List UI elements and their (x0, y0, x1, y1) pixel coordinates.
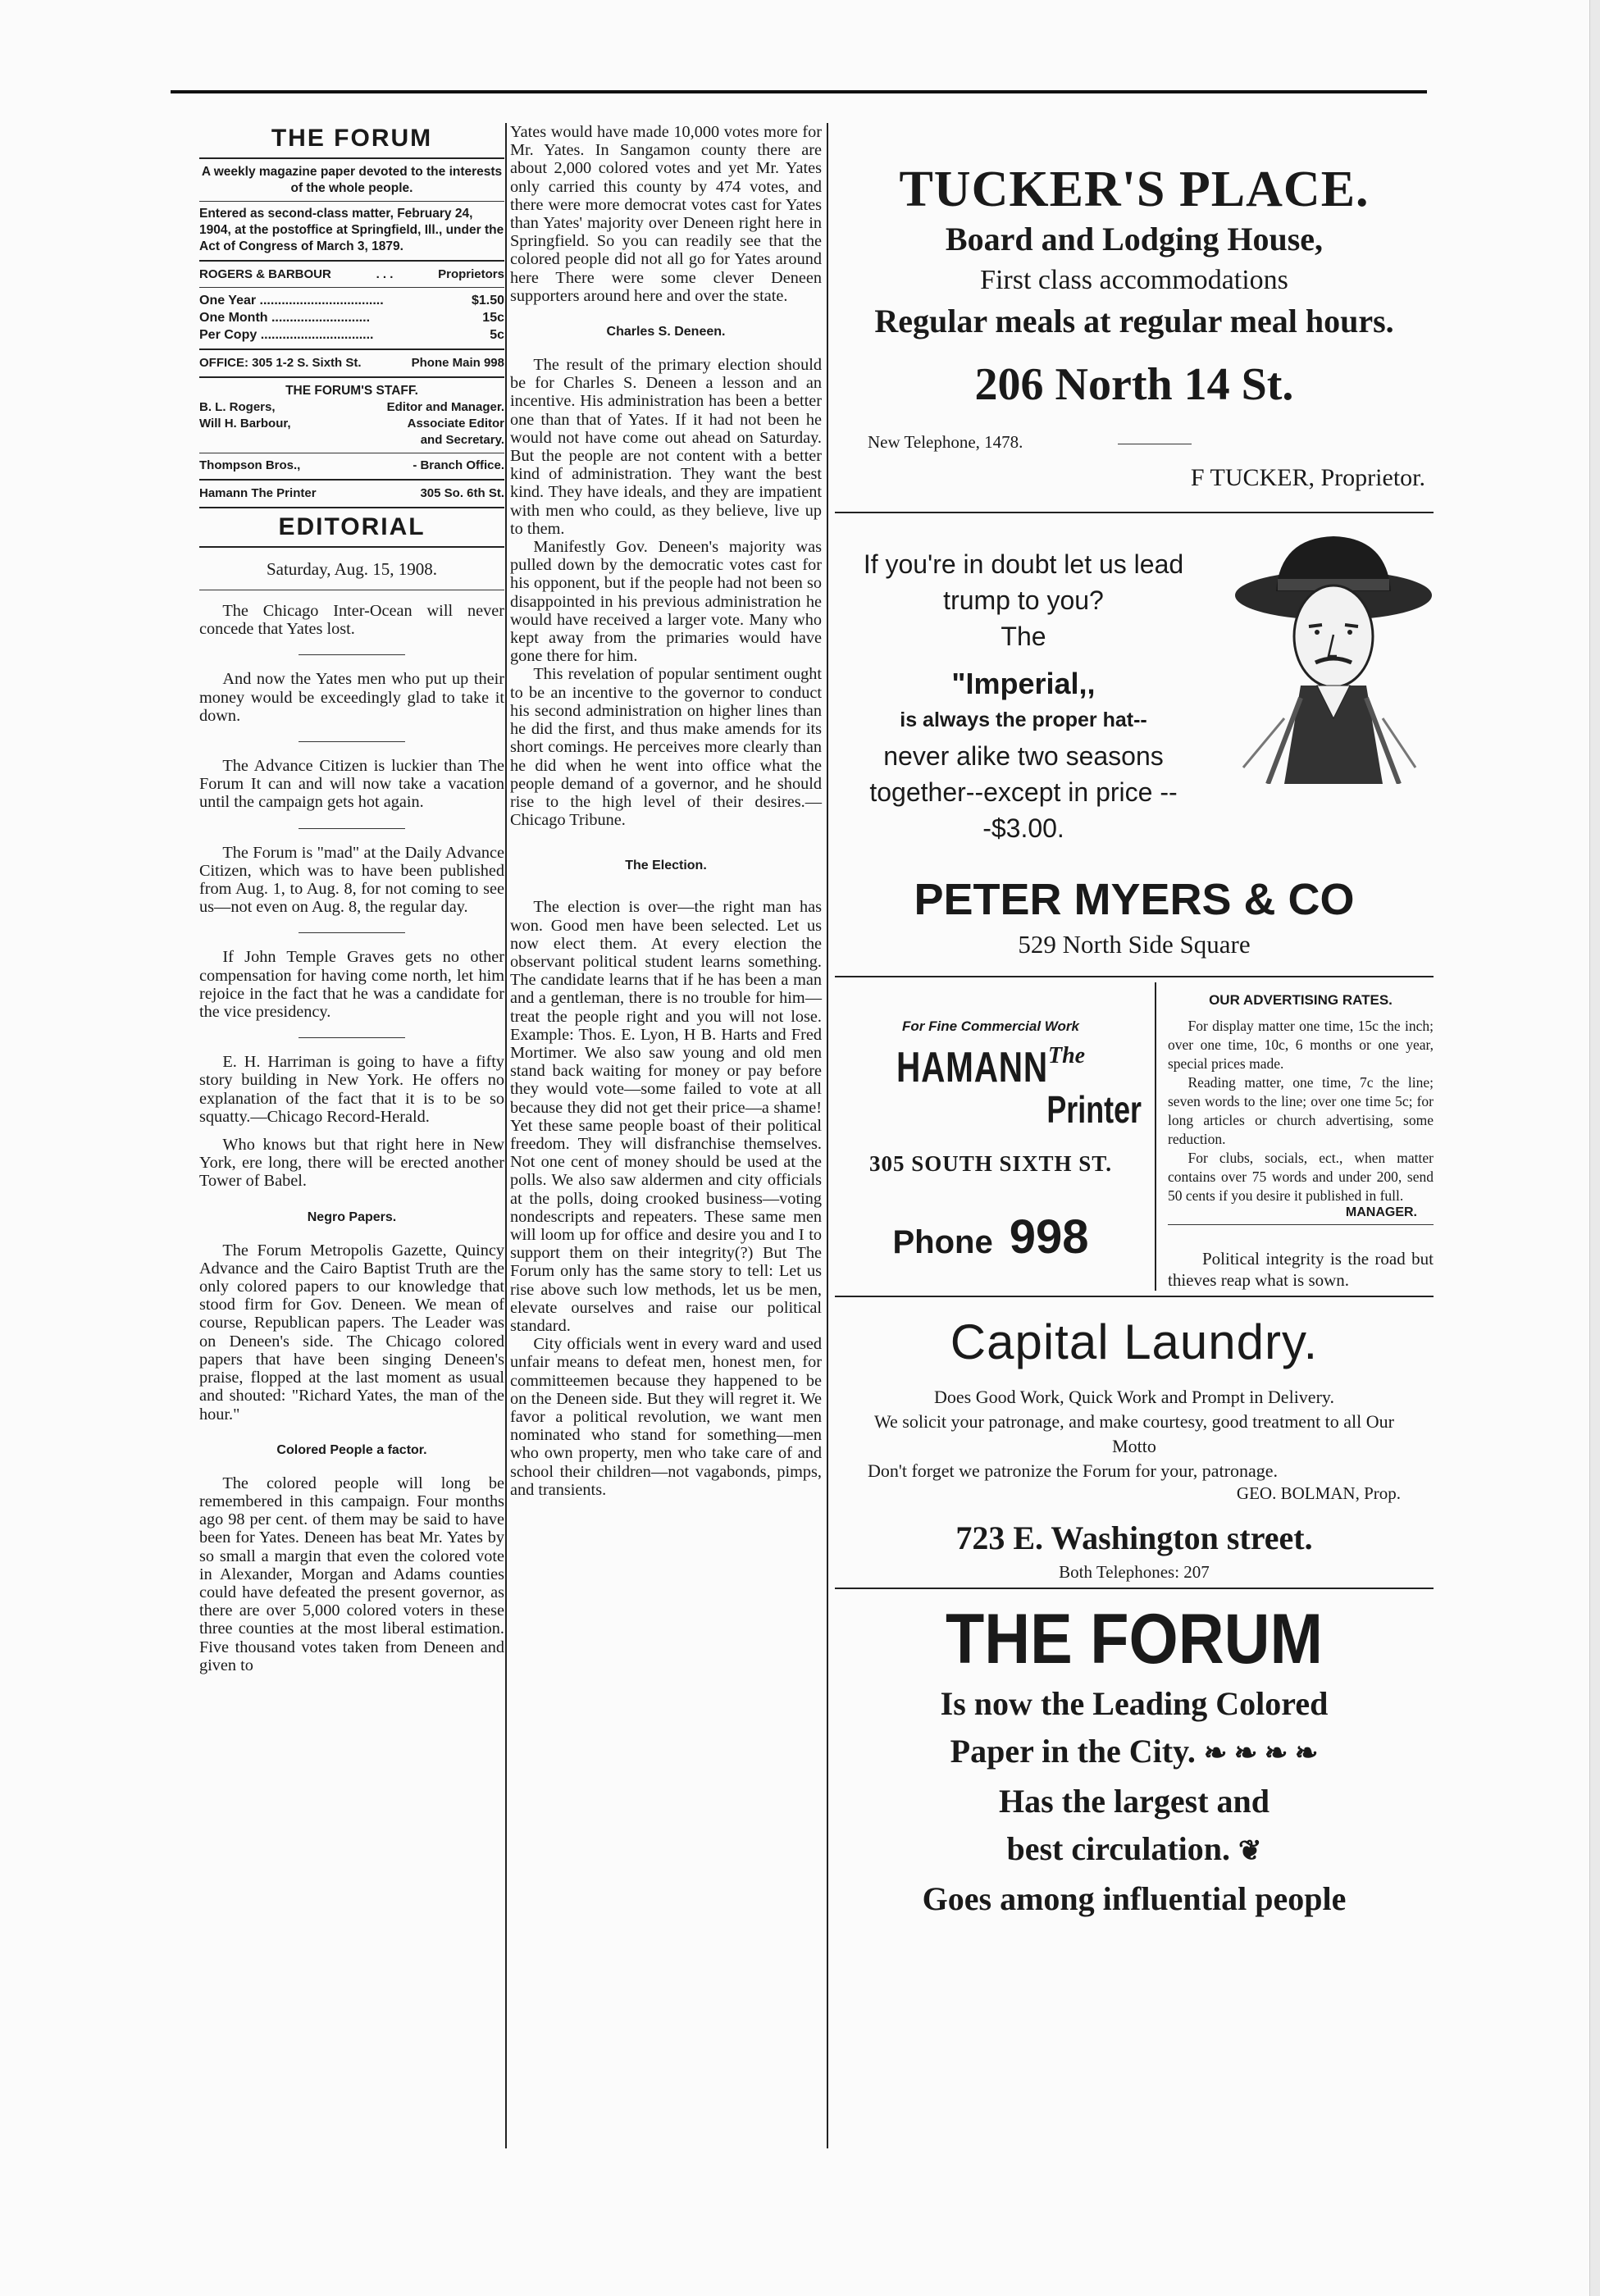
staff-row (199, 432, 504, 449)
staff-role: - Branch Office. (413, 458, 504, 472)
subscription-rate (199, 292, 504, 309)
deneen-paragraph: Manifestly Gov. Deneen's majority was pulled down by the democratic votes cast for his opponent, but if the people had not been so disappointed in his previous administration he would have received a larger vote. Many who kept away from the primaries would have gone there for him. (510, 538, 822, 666)
leaf-ornament-icon: ❧ ❧ ❧ ❧ (1203, 1738, 1319, 1769)
tucker-address: 206 North 14 St. (974, 359, 1294, 410)
capital-laundry-ad (835, 1314, 1434, 1583)
advertising-rates (1156, 982, 1434, 1291)
tucker-line: First class accommodations (980, 265, 1288, 295)
proprietors-names: ROGERS & BARBOUR (199, 267, 331, 281)
proprietors-label: Proprietors (438, 267, 504, 281)
colored-people-text: The colored people will long be remembered in this campaign. Four months ago 98 per cent. of them may be said to have been for Yates. Deneen has beat Mr. Yates by so small a margin that even the colored vote in Alexander, Morgan and Adams counties could have defeated the present governor, as there are over 5,000 colored voters in these three counties at the most liberal estimation. Five thousand votes taken from Deneen and given to (199, 1474, 504, 1674)
column-rule-2 (827, 123, 828, 2148)
election-paragraph: City officials went in every ward and used unfair means to defeat men, honest men, for committeemen because they happened to be on the Deneen side. But they will regret it. We favor a political revolution, we want men nominated who stand for something—men who own property, men who take care of and school their children—not vagabonds, pimps, and transients. (510, 1335, 822, 1499)
rule (199, 479, 504, 481)
subscription-rate (199, 326, 504, 344)
rule (199, 546, 504, 548)
colored-people-heading: Colored People a factor. (276, 1442, 427, 1457)
tucker-footer (835, 432, 1434, 453)
laundry-line: Does Good Work, Quick Work and Prompt in Delivery. (934, 1387, 1334, 1407)
separator (299, 932, 405, 933)
hamann-name: HAMANN (896, 1044, 1048, 1091)
staff-name: B. L. Rogers, (199, 400, 276, 414)
tagline: A weekly magazine paper devoted to the interests of the whole people. (201, 165, 503, 195)
rate-label: One Year .................................. (199, 294, 384, 308)
deneen-heading: Charles S. Deneen. (606, 325, 726, 339)
rule (199, 348, 504, 350)
imperial-line: is always the proper hat-- (900, 708, 1147, 731)
rule (199, 287, 504, 288)
hamann-logo (835, 1043, 1146, 1092)
election-heading: The Election. (625, 859, 707, 873)
office-phone: Phone Main 998 (411, 356, 504, 370)
staff-role: Editor and Manager. (386, 400, 504, 414)
masthead: THE FORUM (271, 125, 433, 152)
editorial-item: E. H. Harriman is going to have a fifty story building in New York. He offers no explanation of the fact that it is to be so squatty.—Chicago Record-Herald. (199, 1053, 504, 1126)
deneen-paragraph: The result of the primary election should be for Charles S. Deneen a lesson and an incentive. His administration has been a better one than that of Yates. If it had not been he would not have come out ahead on Saturday. But the people are not content with a better kind of administration. They want the best kind. They have ideals, and they are impatient with men who could, as they believe, live up to them. (510, 356, 822, 538)
laundry-name: Capital Laundry. (950, 1314, 1319, 1369)
peter-myers-ad (835, 874, 1434, 959)
hamann-printer-ad (835, 982, 1156, 1291)
editorial-item: The Forum is "mad" at the Daily Advance Citizen, which was to have been published from Aug. 1, to Aug. 8, for not coming to see us—not even on Aug. 8, the regular day. (199, 843, 504, 917)
rate-value: $1.50 (471, 294, 504, 308)
rates-heading: OUR ADVERTISING RATES. (1209, 992, 1393, 1008)
rates-paragraph: For display matter one time, 15c the inch; over one time, 10c, 6 months or one year, special prices made. (1168, 1018, 1434, 1072)
staff-row (199, 416, 504, 432)
hamann-the: The (1047, 1043, 1086, 1068)
editorial-item: If John Temple Graves gets no other compensation for having come north, let him rejoice in the fact that he was a candidate for the vice presidency. (199, 948, 504, 1022)
integrity-motto: Political integrity is the road but thieves reap what is sown. (1168, 1249, 1434, 1290)
myers-address: 529 North Side Square (1018, 930, 1251, 959)
separator (299, 1037, 405, 1038)
separator (299, 828, 405, 829)
tucker-phone: New Telephone, 1478. (868, 432, 1023, 452)
forum-ad-line: best circulation. (1006, 1830, 1231, 1867)
rule (199, 201, 504, 202)
rates-manager: MANAGER. (1345, 1205, 1417, 1219)
forum-ad-line-row (835, 1728, 1434, 1778)
separator (299, 654, 405, 655)
tucker-line: Regular meals at regular meal hours. (874, 303, 1394, 339)
staff-name: Thompson Bros., (199, 458, 301, 472)
negro-papers-text: The Forum Metropolis Gazette, Quincy Advance and the Cairo Baptist Truth are the only colored papers to our knowledge that stood firm for Gov. Deneen. We mean of course, Republican papers. The Leader was on Deneen's side. The Chicago colored papers that have been singing Deneen's praise, flopped at the last moment as usual and shouted: "Richard Yates, the man of the hour." (199, 1241, 504, 1424)
forum-ad-line: Is now the Leading Colored (940, 1685, 1329, 1722)
column-rule-1 (505, 123, 507, 2148)
editorial-item: And now the Yates men who put up their money would be exceedingly glad to take it down. (199, 670, 504, 725)
separator (299, 741, 405, 742)
forum-ad-line: Has the largest and (999, 1783, 1270, 1820)
laundry-telephones: Both Telephones: 207 (1059, 1562, 1210, 1582)
forum-ad-line: Goes among influential people (922, 1880, 1347, 1917)
rule (199, 157, 504, 159)
continued-text: Yates would have made 10,000 votes more for Mr. Yates. In Sangamon county there are about 2,000 colored votes and yet Mr. Yates only carried this county by 474 votes, and there were more democrat votes cast for Yates than Yates' majority over Deneen right here in Springfield. So you can readily see that the colored people did not all go for Yates around here There were some clever Deneen supporters around here and over the state. (510, 123, 822, 305)
rate-value: 5c (490, 328, 504, 342)
rate-label: Per Copy ............................... (199, 328, 374, 342)
forum-ad-title: THE FORUM (945, 1600, 1324, 1679)
forum-ad-line-row (835, 1825, 1434, 1875)
myers-name: PETER MYERS & CO (914, 875, 1355, 924)
imperial-hat-ad (835, 513, 1434, 874)
tucker-proprietor: F TUCKER, Proprietor. (1190, 464, 1425, 491)
rule (1168, 1224, 1434, 1225)
middle-column (510, 123, 822, 1499)
phone-number: 998 (1009, 1210, 1089, 1264)
rule (835, 1588, 1434, 1589)
hamann-address: 305 SOUTH SIXTH ST. (868, 1151, 1113, 1176)
rate-value: 15c (482, 311, 504, 325)
staff-row (199, 458, 504, 474)
staff-role: Associate Editor (407, 417, 504, 430)
imperial-text (835, 546, 1212, 846)
imperial-line: never alike two seasons together--except in price ---$3.00. (869, 741, 1178, 843)
leaf-ornament-icon: ❦ (1238, 1836, 1262, 1866)
forum-promo-ad (835, 1599, 1434, 1923)
entry-notice: Entered as second-class matter, February 24, 1904, at the postoffice at Springfield, Ill., under the Act of Congress of March 3, 1879. (199, 207, 504, 253)
imperial-name: "Imperial,, (951, 667, 1096, 700)
rate-label: One Month ........................... (199, 311, 371, 325)
editorial-item: The Chicago Inter-Ocean will never concede that Yates lost. (199, 602, 504, 639)
rule (199, 507, 504, 508)
staff-heading: THE FORUM'S STAFF. (285, 384, 418, 398)
subscription-rate (199, 309, 504, 326)
printer-address: 305 So. 6th St. (420, 486, 504, 500)
dateline: Saturday, Aug. 15, 1908. (266, 559, 438, 579)
negro-papers-heading: Negro Papers. (307, 1210, 397, 1224)
rates-paragraph: For clubs, socials, ect., when matter contains over 75 words and under 200, send 50 cents if you desire it published in full. (1168, 1150, 1434, 1204)
staff-row (199, 399, 504, 416)
editorial-item: The Advance Citizen is luckier than The Forum It can and will now take a vacation until the campaign gets hot again. (199, 757, 504, 812)
deneen-paragraph: This revelation of popular sentiment ought to be an incentive to the governor to conduct his second administration on higher lines than he did the first, and thus make amends for its short comings. He perceives more clearly than he did when he went into office what the people demand of a governor, and he should rise to the high level of their desires.—Chicago Tribune. (510, 665, 822, 830)
laundry-proprietor: GEO. BOLMAN, Prop. (1236, 1483, 1401, 1503)
editorial-item: Who knows but that right here in New York, ere long, there will be erected another Tower of Babel. (199, 1136, 504, 1191)
tucker-name: TUCKER'S PLACE. (899, 162, 1370, 217)
forum-ad-line: Paper in the City. (950, 1733, 1196, 1770)
office-address: OFFICE: 305 1-2 S. Sixth St. (199, 356, 362, 370)
hamann-phone (835, 1210, 1146, 1264)
laundry-line: We solicit your patronage, and make courtesy, good treatment to all Our Motto (874, 1411, 1394, 1456)
proprietors-dots: . . . (376, 267, 394, 281)
proprietors-line (199, 266, 504, 283)
page-edge (1589, 0, 1600, 2296)
hamann-and-rates-row (835, 982, 1434, 1291)
office-line (199, 355, 504, 371)
rule (199, 376, 504, 378)
imperial-line: If you're in doubt let us lead trump to you? (863, 549, 1184, 615)
rates-paragraph: Reading matter, one time, 7c the line; seven words to the line; over one time 5c; for long articles or church advertising, some reduction. (1168, 1074, 1434, 1147)
rule (199, 260, 504, 262)
man-in-hat-illustration (1219, 522, 1432, 784)
staff-name: Will H. Barbour, (199, 417, 291, 430)
top-rule (171, 90, 1427, 93)
imperial-line: The (1001, 622, 1046, 651)
rule (835, 1296, 1434, 1297)
editorial-heading: EDITORIAL (278, 513, 426, 540)
tucker-ad (835, 161, 1434, 492)
left-column (199, 123, 504, 1674)
hamann-printer-word: Printer (1046, 1088, 1142, 1131)
election-paragraph: The election is over—the right man has won. Good men have been selected. Let us now elect them. At every election the observant political student learns something. The candidate learns that if he has been a man and a gentleman, there is no trouble for him—treat the people right and you will not lose. Example: Thos. E. Lyon, H B. Harts and Fred Mortimer. We also saw young and old men stand back waiting for money or pay before they would vote—some failed to vote at all because they did not get their price—a shame! Yet these same people boast of their political freedom. They will disfranchise themselves. Not one cent of money should be used at the polls. We also saw aldermen and city officials at the polls, doing crooked business—voting nondescripts and repeaters. These same men will loom up for office and desire you and I to support them on their integrity(?) But The Forum only has the same story to tell: Let us rise above such low methods, let us be men, elevate ourselves and raise our political standard. (510, 898, 822, 1335)
rule (835, 976, 1434, 977)
laundry-line: Don't forget we patronize the Forum for your, patronage. (868, 1460, 1278, 1481)
printer-name: Hamann The Printer (199, 486, 317, 500)
right-column (835, 123, 1434, 1923)
printer-line (199, 485, 504, 502)
staff-role: and Secretary. (420, 433, 504, 447)
tucker-line: Board and Lodging House, (945, 221, 1324, 257)
hamann-tagline: For Fine Commercial Work (901, 1018, 1079, 1034)
phone-label: Phone (892, 1224, 993, 1260)
laundry-address: 723 E. Washington street. (955, 1519, 1313, 1556)
